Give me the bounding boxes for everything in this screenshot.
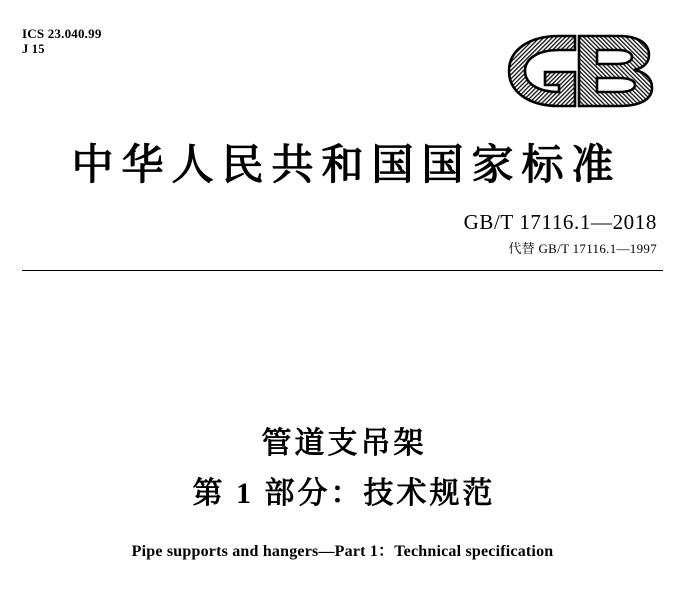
- page-title: 中华人民共和国国家标准: [71, 143, 622, 189]
- ics-code: ICS 23.040.99: [22, 26, 102, 41]
- ics-classification-block: [22, 26, 102, 58]
- document-title-cn-line1: 管道支吊架: [261, 427, 427, 460]
- document-title-en: Pipe supports and hangers—Part 1：Technical specification: [131, 543, 554, 560]
- gb-emblem-icon: [493, 28, 663, 114]
- ccs-code: J 15: [22, 42, 45, 57]
- standard-replaces: 代替 GB/T 17116.1—1997: [508, 241, 657, 256]
- header-divider: [22, 270, 663, 271]
- document-title-cn-line2: 第 1 部分：技术规范: [192, 477, 496, 510]
- standard-number: GB/T 17116.1—2018: [463, 210, 657, 234]
